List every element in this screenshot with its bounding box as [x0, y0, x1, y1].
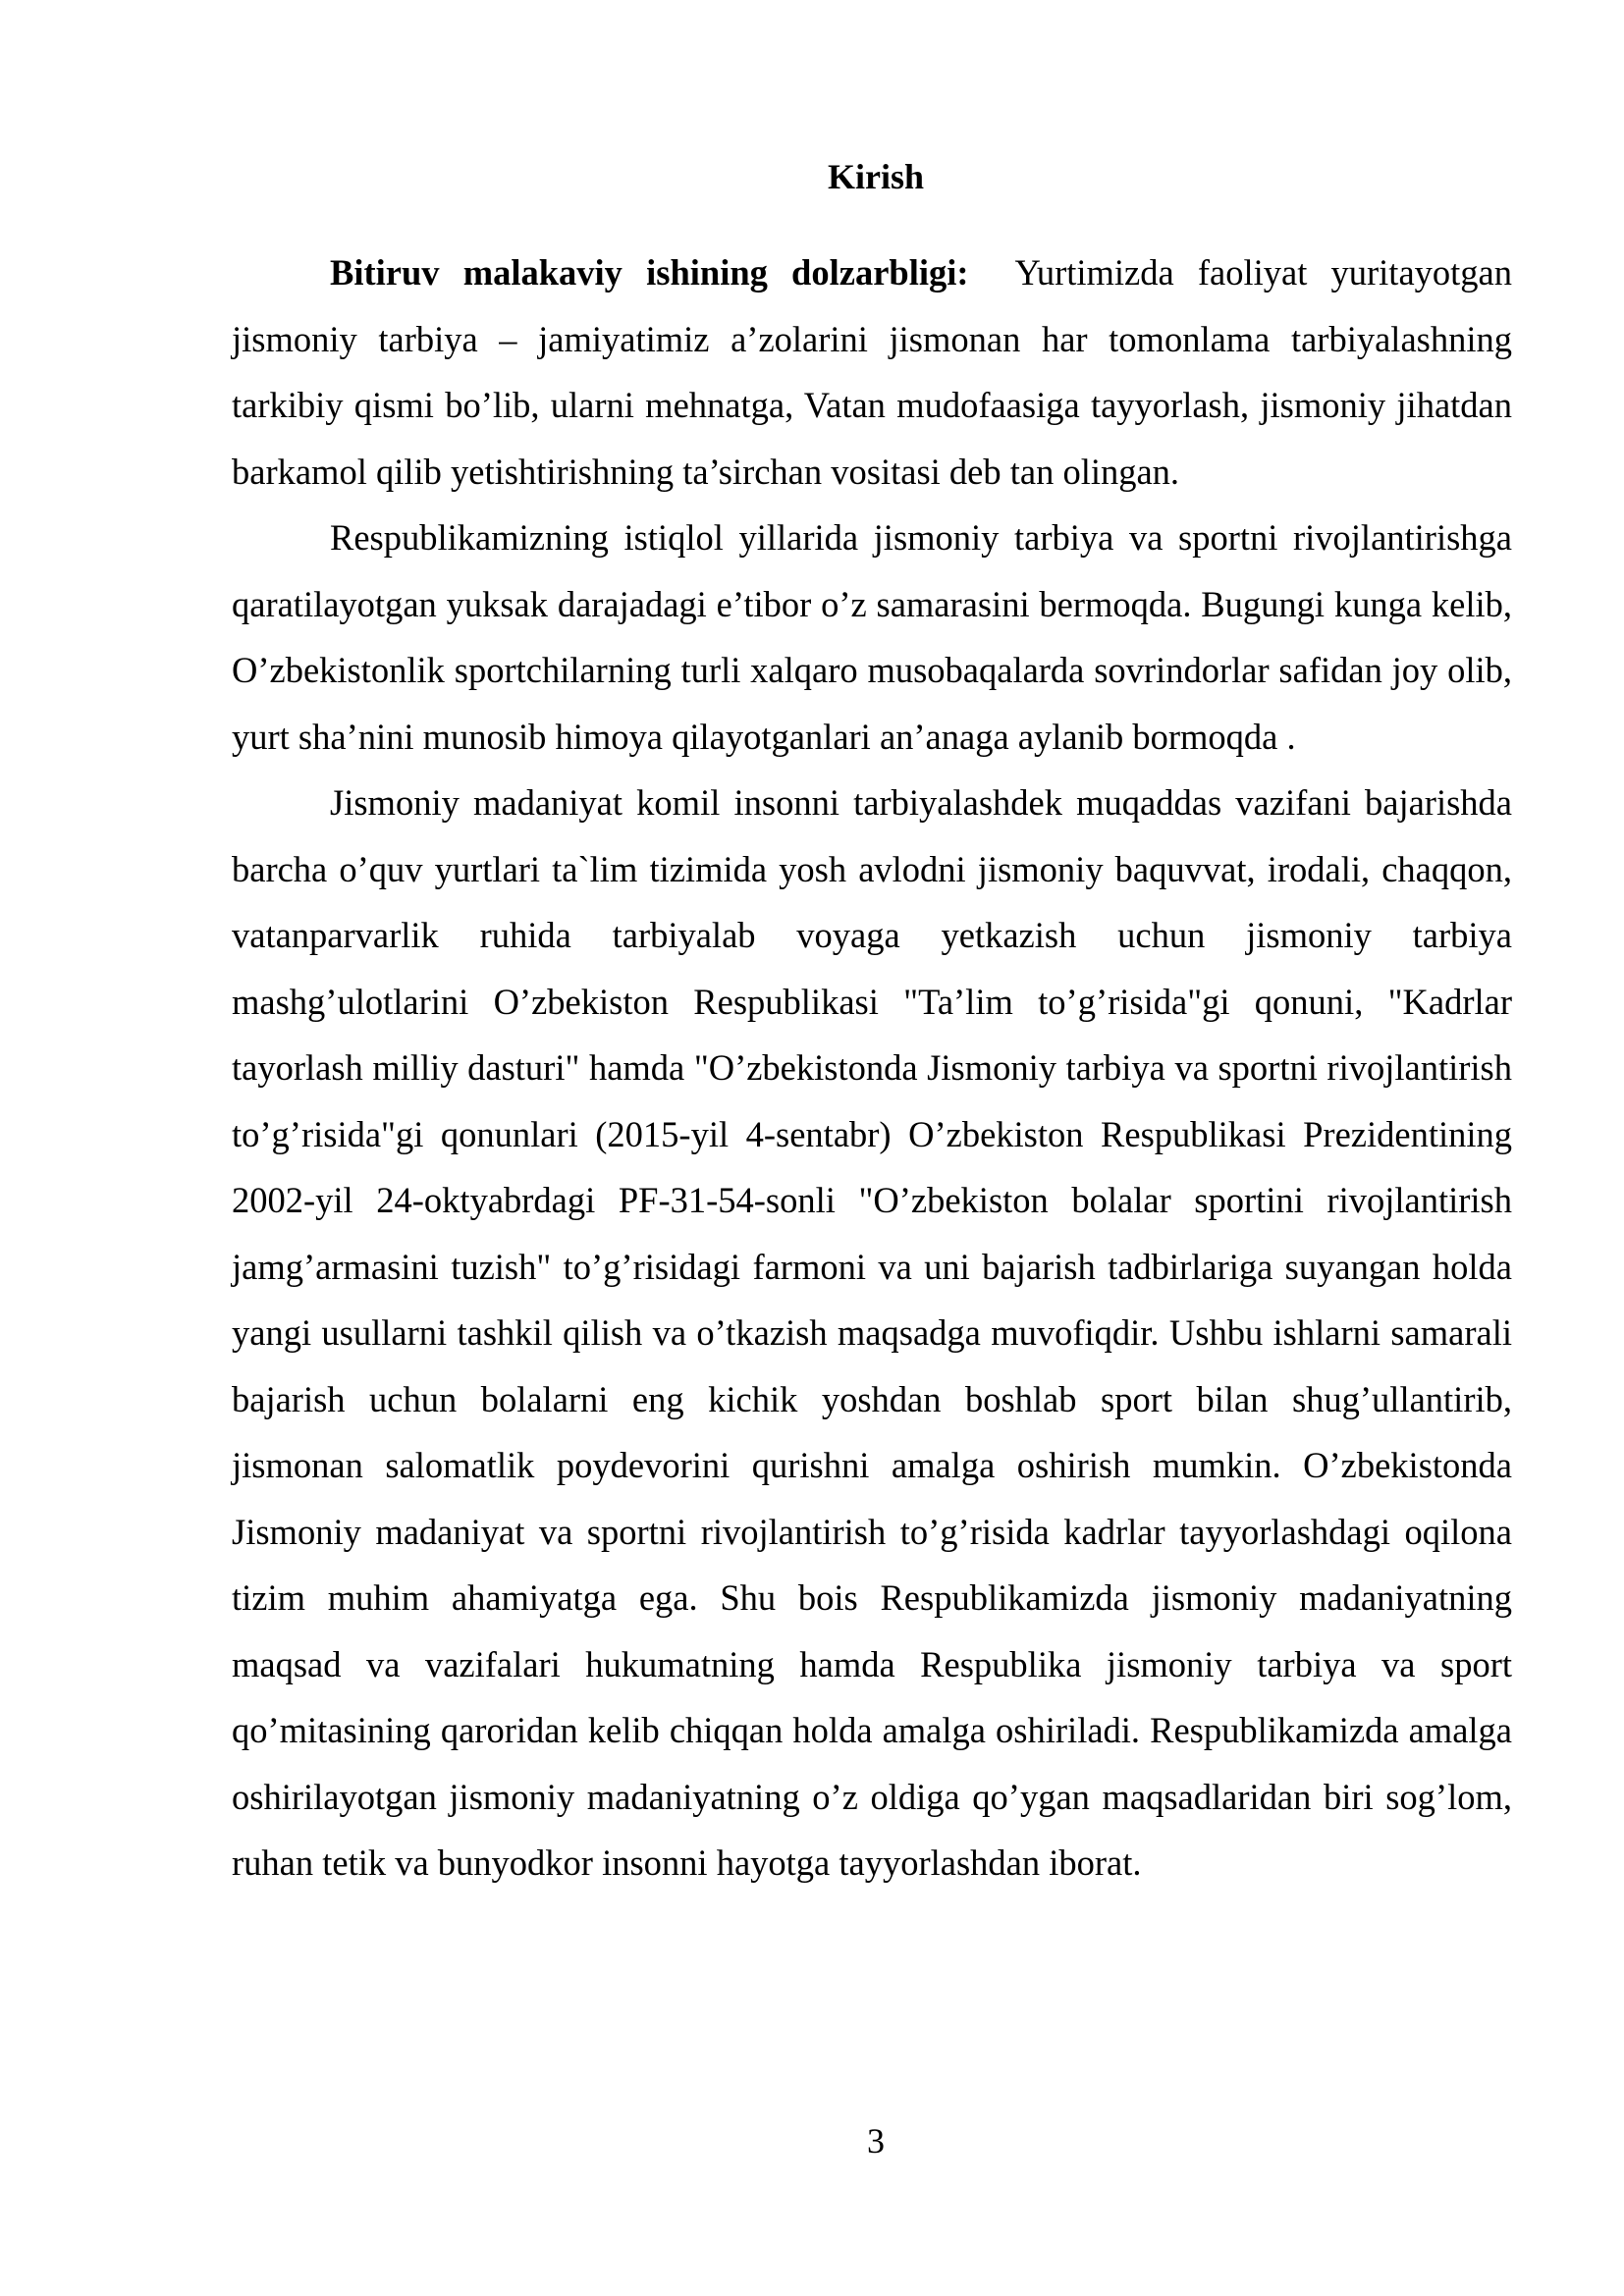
body-text: [232, 240, 1522, 1896]
section-heading: Kirish: [827, 157, 924, 196]
paragraph-1: [232, 240, 1522, 505]
paragraph-2: Respublikamizning istiqlol yillarida jismoniy tarbiya va sportni rivojlantirishga qaratilayotgan yuksak darajadagi e’tibor o’z samarasini bermoqda. Bugungi kunga kelib, O’zbekistonlik sportchilarning turli xalqaro musobaqalarda sovrindorlar safidan joy olib, yurt sha’nini munosib himoya qilayotganlari an’anaga aylanib bormoqda .: [232, 517, 1512, 757]
paragraph-3: Jismoniy madaniyat komil insonni tarbiyalashdek muqaddas vazifani bajarishda barcha o’quv yurtlari ta`lim tizimida yosh avlodni jismoniy baquvvat, irodali, chaqqon, vatanparvarlik ruhida tarbiyalab voyaga yetkazish uchun jismoniy tarbiya mashg’ulotlarini O’zbekiston Respublikasi "Ta’lim to’g’risida"gi qonuni, "Kadrlar tayorlash milliy dasturi" hamda "O’zbekistonda Jismoniy tarbiya va sportni rivojlantirish to’g’risida"gi qonunlari (2015-yil 4-sentabr) O’zbekiston Respublikasi Prezidentining 2002-yil 24-oktyabrdagi PF-31-54-sonli "O’zbekiston bolalar sportini rivojlantirish jamg’armasini tuzish" to’g’risidagi farmoni va uni bajarish tadbirlariga suyangan holda yangi usullarni tashkil qilish va o’tkazish maqsadga muvofiqdir. Ushbu ishlarni samarali bajarish uchun bolalarni eng kichik yoshdan boshlab sport bilan shug’ullantirib, jismonan salomatlik poydevorini qurishni amalga oshirish mumkin. O’zbekistonda Jismoniy madaniyat va sportni rivojlantirish to’g’risida kadrlar tayyorlashdagi oqilona tizim muhim ahamiyatga ega. Shu bois Respublikamizda jismoniy madaniyatning maqsad va vazifalari hukumatning hamda Respublika jismoniy tarbiya va sport qo’mitasining qaroridan kelib chiqqan holda amalga oshiriladi. Respublikamizda amalga oshirilayotgan jismoniy madaniyatning o’z oldiga qo’ygan maqsadlaridan biri sog’lom, ruhan tetik va bunyodkor insonni hayotga tayyorlashdan iborat.: [232, 782, 1512, 1883]
paragraph-text: Yurtimizda faoliyat yuritayotgan jismoniy tarbiya – jamiyatimiz a’zolarini jismonan har tomonlama tarbiyalashning tarkibiy qismi bo’lib, ularni mehnatga, Vatan mudofaasiga tayyorlash, jismoniy jihatdan barkamol qilib yetishtirishning ta’sirchan vositasi deb tan olingan.: [232, 252, 1522, 492]
page-number: 3: [867, 2121, 885, 2161]
paragraph-lead: Bitiruv malakaviy ishining dolzarbligi:: [330, 252, 969, 293]
